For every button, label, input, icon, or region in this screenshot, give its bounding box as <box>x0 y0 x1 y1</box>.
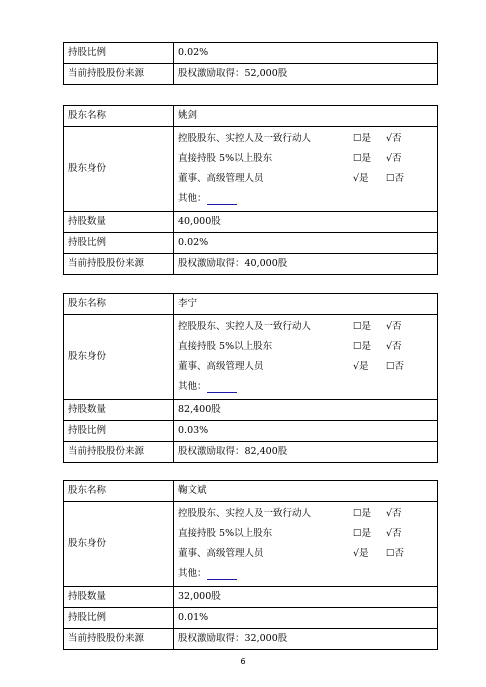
no-checkbox: √否 <box>386 508 402 519</box>
name-value: 鞠文斌 <box>174 481 438 502</box>
yes-checkbox: √是 <box>353 173 369 184</box>
identity-row <box>178 357 433 377</box>
identity-label-cell: 股东身份 <box>64 127 174 212</box>
name-row <box>64 106 438 127</box>
yes-checkbox: ☐是 <box>353 528 372 539</box>
identity-row <box>178 169 433 189</box>
name-row <box>64 481 438 502</box>
yes-checkbox: ☐是 <box>353 153 372 164</box>
yes-checkbox: ☐是 <box>353 321 372 332</box>
qty-value: 40,000股 <box>174 212 438 233</box>
source-label: 当前持股股份来源 <box>64 442 174 463</box>
ratio-row <box>64 421 438 442</box>
ratio-value: 0.03% <box>174 421 438 442</box>
shareholder-table <box>63 480 438 650</box>
name-value: 李宁 <box>174 294 438 315</box>
ratio-label: 持股比例 <box>64 608 174 629</box>
other-blank <box>207 569 237 580</box>
shareholder-table-continued <box>63 42 438 85</box>
ratio-label: 持股比例 <box>64 421 174 442</box>
qty-row <box>64 587 438 608</box>
qty-value: 82,400股 <box>174 400 438 421</box>
qty-label: 持股数量 <box>64 212 174 233</box>
qty-value: 32,000股 <box>174 587 438 608</box>
ratio-label: 持股比例 <box>64 43 174 64</box>
identity-row <box>178 129 433 149</box>
yes-checkbox: √是 <box>353 548 369 559</box>
identity-label: 直接持股 5%以上股东 <box>178 341 273 352</box>
no-checkbox: √否 <box>386 133 402 144</box>
source-value: 股权激励取得：40,000股 <box>174 254 438 275</box>
identity-row-group <box>64 127 438 212</box>
identity-label: 董事、高级管理人员 <box>178 361 264 372</box>
ratio-value: 0.02% <box>174 43 438 64</box>
shareholder-table <box>63 293 438 463</box>
identity-row <box>178 544 433 564</box>
other-label: 其他： <box>178 568 207 579</box>
name-value: 姚剑 <box>174 106 438 127</box>
qty-row <box>64 400 438 421</box>
identity-row-other <box>178 564 433 584</box>
identity-label: 董事、高级管理人员 <box>178 173 264 184</box>
ratio-row <box>64 43 438 64</box>
no-checkbox: √否 <box>386 341 402 352</box>
name-label: 股东名称 <box>64 481 174 502</box>
source-label: 当前持股股份来源 <box>64 64 174 85</box>
ratio-row <box>64 608 438 629</box>
other-label: 其他： <box>178 381 207 392</box>
yes-checkbox: ☐是 <box>353 133 372 144</box>
source-label: 当前持股股份来源 <box>64 254 174 275</box>
ratio-value: 0.02% <box>174 233 438 254</box>
identity-label: 直接持股 5%以上股东 <box>178 528 273 539</box>
identity-label: 控股股东、实控人及一致行动人 <box>178 321 312 332</box>
no-checkbox: ☐否 <box>386 361 405 372</box>
page-number: 6 <box>240 657 246 666</box>
identity-row <box>178 504 433 524</box>
no-checkbox: √否 <box>386 528 402 539</box>
no-checkbox: √否 <box>386 321 402 332</box>
other-blank <box>207 194 237 205</box>
no-checkbox: ☐否 <box>386 173 405 184</box>
no-checkbox: √否 <box>386 153 402 164</box>
source-value: 股权激励取得：82,400股 <box>174 442 438 463</box>
other-label: 其他： <box>178 193 207 204</box>
ratio-row <box>64 233 438 254</box>
identity-label: 董事、高级管理人员 <box>178 548 264 559</box>
identity-row <box>178 317 433 337</box>
identity-row <box>178 524 433 544</box>
ratio-value: 0.01% <box>174 608 438 629</box>
identity-row-other <box>178 189 433 209</box>
identity-row-other <box>178 377 433 397</box>
name-label: 股东名称 <box>64 106 174 127</box>
identity-row-group <box>64 502 438 587</box>
identity-label-cell: 股东身份 <box>64 502 174 587</box>
identity-cell <box>174 502 438 587</box>
qty-label: 持股数量 <box>64 400 174 421</box>
name-label: 股东名称 <box>64 294 174 315</box>
yes-checkbox: √是 <box>353 361 369 372</box>
name-row <box>64 294 438 315</box>
yes-checkbox: ☐是 <box>353 508 372 519</box>
source-row <box>64 442 438 463</box>
identity-cell <box>174 127 438 212</box>
identity-row-group <box>64 315 438 400</box>
source-value: 股权激励取得：32,000股 <box>174 629 438 650</box>
yes-checkbox: ☐是 <box>353 341 372 352</box>
identity-label: 控股股东、实控人及一致行动人 <box>178 133 312 144</box>
qty-row <box>64 212 438 233</box>
source-value: 股权激励取得：52,000股 <box>174 64 438 85</box>
qty-label: 持股数量 <box>64 587 174 608</box>
source-row <box>64 629 438 650</box>
source-row <box>64 254 438 275</box>
identity-row <box>178 337 433 357</box>
source-row <box>64 64 438 85</box>
identity-label: 直接持股 5%以上股东 <box>178 153 273 164</box>
ratio-label: 持股比例 <box>64 233 174 254</box>
identity-row <box>178 149 433 169</box>
identity-label: 控股股东、实控人及一致行动人 <box>178 508 312 519</box>
identity-label-cell: 股东身份 <box>64 315 174 400</box>
other-blank <box>207 382 237 393</box>
shareholder-table <box>63 105 438 275</box>
source-label: 当前持股股份来源 <box>64 629 174 650</box>
no-checkbox: ☐否 <box>386 548 405 559</box>
identity-cell <box>174 315 438 400</box>
